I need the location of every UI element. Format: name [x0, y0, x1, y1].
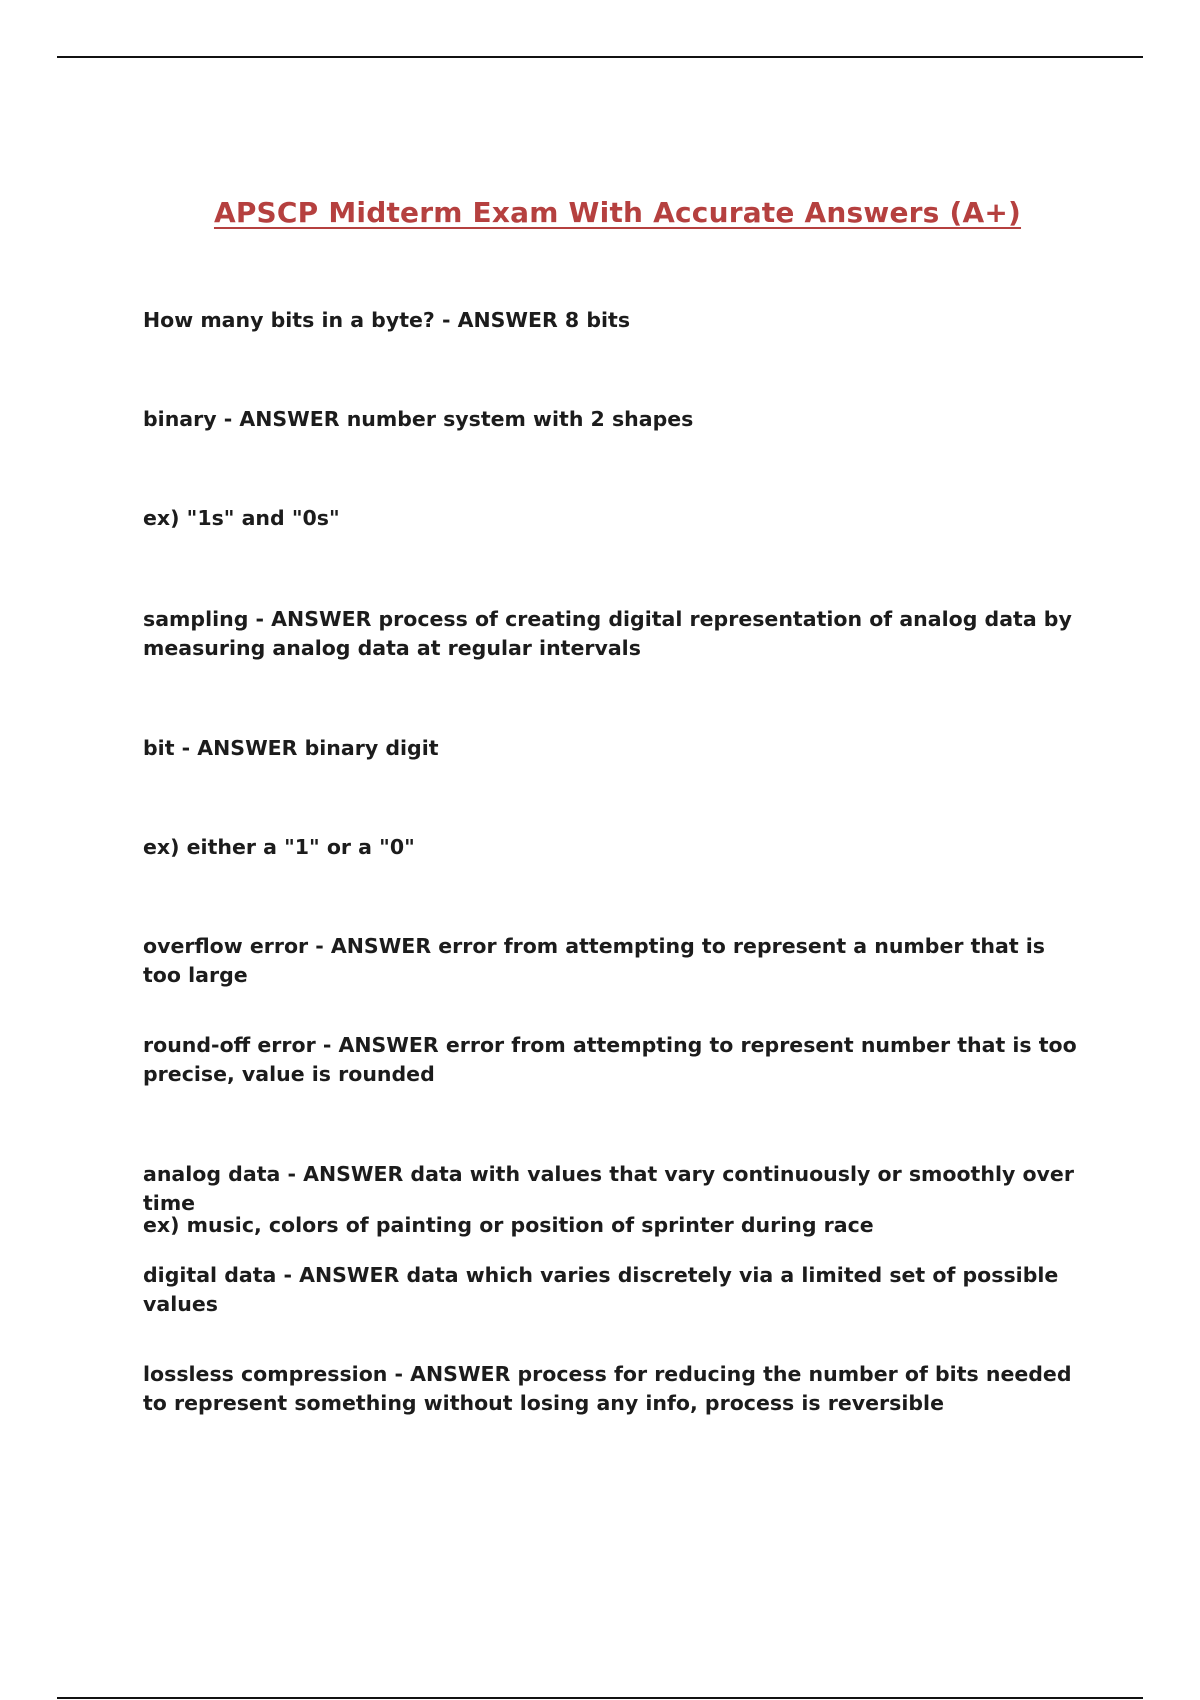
- page-title: APSCP Midterm Exam With Accurate Answers (A+): [213, 196, 1022, 229]
- qa-entry-lossless-compression: lossless compression - ANSWER process for reducing the number of bits needed to represent something without losing any info, process is reversible: [143, 1362, 1072, 1415]
- qa-entry-analog-example: ex) music, colors of painting or position of sprinter during race: [143, 1213, 874, 1237]
- qa-entry-byte: How many bits in a byte? - ANSWER 8 bits: [143, 308, 631, 332]
- qa-entry-binary-example: ex) "1s" and "0s": [143, 506, 340, 530]
- qa-entry-bit: bit - ANSWER binary digit: [143, 736, 439, 760]
- qa-entry-sampling: sampling - ANSWER process of creating digital representation of analog data by measuring analog data at regular intervals: [143, 607, 1072, 660]
- qa-entry-round-off-error: round-off error - ANSWER error from attempting to represent number that is too precise, value is rounded: [143, 1033, 1077, 1086]
- bottom-rule: [57, 1697, 1143, 1699]
- qa-entry-bit-example: ex) either a "1" or a "0": [143, 835, 415, 859]
- top-rule: [57, 56, 1143, 58]
- qa-entry-overflow-error: overflow error - ANSWER error from attempting to represent a number that is too large: [143, 934, 1045, 987]
- qa-entry-digital-data: digital data - ANSWER data which varies discretely via a limited set of possible values: [143, 1263, 1059, 1316]
- qa-entry-binary: binary - ANSWER number system with 2 shapes: [143, 407, 694, 431]
- qa-entry-analog-data: analog data - ANSWER data with values that vary continuously or smoothly over time: [143, 1162, 1074, 1215]
